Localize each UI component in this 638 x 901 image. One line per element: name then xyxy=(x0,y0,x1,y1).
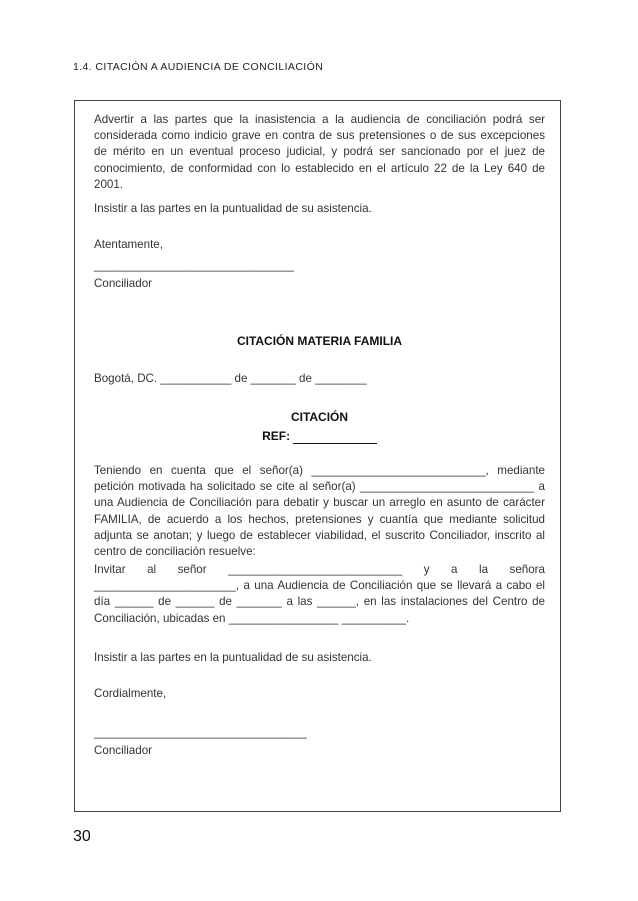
signature-line: _______________________________ xyxy=(94,259,294,272)
signature-line-2: _________________________________ xyxy=(94,726,307,739)
form-title: CITACIÓN MATERIA FAMILIA xyxy=(236,334,403,348)
request-paragraph: Teniendo en cuenta que el señor(a) ___________________________, mediante petición motivada ha solicitado se cite al señor(a) ___________________________ a una Audiencia de Conciliación para debatir y buscar un arreglo en asunto de carácter FAMILIA, de acuerdo a los hechos, pretensiones y cuantía que mediante solicitud adjunta se anotan; y luego de establecer viabilidad, el suscrito Conciliador, inscrito al centro de conciliación resuelve: xyxy=(94,464,545,559)
page-number: 30 xyxy=(73,828,91,845)
signer-label-2: Conciliador xyxy=(94,744,152,757)
invitation-paragraph: Invitar al señor ___________________________ y a la señora ______________________, a una Audiencia de Conciliación que se llevará a cabo el día ______ de ______ de _______ a las ______, en las instalaciones del Centro de Conciliación, ubicadas en _________________ __________. xyxy=(94,563,545,625)
punctuality-text-2: Insistir a las partes en la puntualidad de su asistencia. xyxy=(94,651,372,664)
section-title: 1.4. CITACIÓN A AUDIENCIA DE CONCILIACIÓN xyxy=(73,61,324,73)
closing-text: Atentamente, xyxy=(94,238,163,251)
citation-heading: CITACIÓN xyxy=(290,410,349,424)
signer-label: Conciliador xyxy=(94,277,152,290)
closing-text-2: Cordialmente, xyxy=(94,687,167,700)
place-date-line: Bogotá, DC. ___________ de _______ de ________ xyxy=(94,372,367,385)
reference-line xyxy=(94,428,545,444)
ref-blank xyxy=(293,429,376,444)
ref-label: REF: xyxy=(262,429,291,443)
punctuality-text: Insistir a las partes en la puntualidad de su asistencia. xyxy=(94,202,372,215)
warning-paragraph: Advertir a las partes que la inasistencia a la audiencia de conciliación podrá ser considerada como indicio grave en contra de sus pretensiones o de sus excepciones de mérito en un eventual proceso judicial, y podrá ser sancionado por el juez de conocimiento, de conformidad con lo establecido en el artículo 22 de la Ley 640 de 2001. xyxy=(94,113,545,191)
